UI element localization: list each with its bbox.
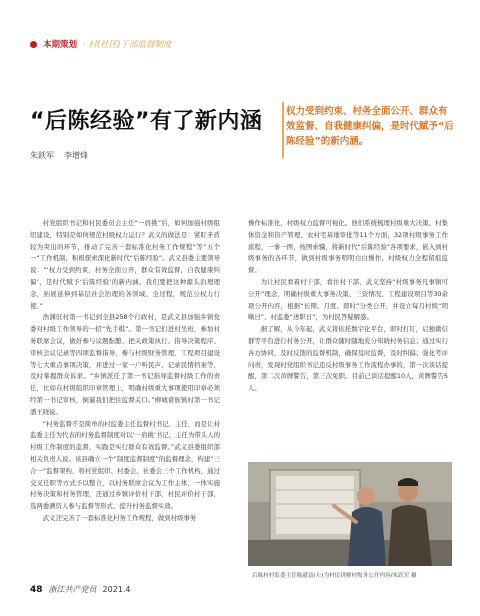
pullquote-rule [282,102,284,158]
issue-number: 2021.4 [102,585,131,594]
article-photo [248,462,452,566]
section-bullet-icon [30,41,37,48]
section-header [30,36,280,52]
body-column-right [248,218,448,395]
body-column-left [30,218,220,525]
body-paragraph: 武义还完善了一套标准化村务工作规程，做到村级事务 [42,513,197,522]
journal-name: 浙江共产党员 [48,585,97,594]
author-name: 李增烽 [64,151,88,160]
section-subtitle: · 村(社区)干部监督制度 [83,40,172,50]
body-paragraph: 据了解，从今年起，武义将依托数字化平台，即时打钉，启独微信群等平台进行村务公开，让群众随时随地充分知晓村务信息；通过实行各方协同，及时反馈的监督机制，确保及时监督，及时纠偏；强化考评问责，发现村党组织书记违反村级事务工作流程办事的，第一次谈话提醒，第二次黄牌警告，第三次免职。目前已谈话提醒10人，黄牌警告5人。 [248,325,448,393]
photo-caption: 后陈村村监委主任陈献富(左)为村民讲解村级务公开内容/朱跃军 摄 [252,573,417,579]
body-paragraph: 操作标准化，村级权力监督可视化。他们系统梳理村级重大决策、村集体资金和资产管理、农村宅基地审批等11个方面，32项村级事务工作流程，一事一图，按图索骥，将新时代“后陈经验”各项要求，嵌入到村级事务的各环节，做到村级事务明明白白操作，村级权力全程留痕监督。 [248,219,448,275]
body-paragraph: 村党组织书记和村民委员会主任“一肩挑”后，如何加强村级组织建设，特别是如何规范村级权力运行？武义的做法是：紧盯矛盾较为突出的环节，推动了完善一套标准化村务工作规程“等”五个一“工作机制，积极探索深化新时代“后陈经验”。武义县委主要领导说：“‘权力受到约束，村务全面公开，群众有效监督，自我健康纠偏’，是时代赋予‘后陈经验’的新内涵。我们要把这种源头治理理念，拓展延伸到基层社会治理的各领域、全过程，规范公权力行使。” [30,219,220,310]
byline [30,150,88,161]
page-number: 48 [30,585,43,595]
body-paragraph: “村务监督不是简单的村监委主任监督村书记、主任，而是让村监委主任为代表的村务监督制度对以‘一肩挑’书记、主任为带头人的村级工作制度的监督，实践是实行群众有效监督。”武义县委组织部相关负责人说。该县确立一个“制度监督制度”的监督理念，构建“三合一”监督架构，将村党组织、村委会、社委会三个工作机构，通过交叉任职等方式予以整合，以村务联席会议为工作主体，一体实施村务决策和村务管理，还通过乡镇评价村干部，村民评价村干部，选两委测资人参与监督等形式，提升村务监督实效。 [30,419,220,511]
article-title: “后陈经验”有了新内涵 [30,109,263,134]
photo-illustration [248,462,452,566]
author-name: 朱跃军 [30,151,54,160]
pullquote: 权力受到约束、村务全面公开、群众有效监督、自我健康纠偏，是时代赋予“后陈经验”的新内涵。 [286,106,454,147]
body-paragraph: 浩渊驻村第一书记到全县258个行政村，是武义县加强乡镇党委对村级工作领导的一招“先手棋”。第一书记们进村坐班，参加村务联席会议，做好参与议题酝酿、把关政策执行、指导决策程序、审核会议记录等四项监督指导，参与村级财务管理、工程项目建设等七大重点事项决策，并进过一家一户听民声、记录民情档案等，及时掌握群众诉求。“乡镇派任了第一书记指导监督村级工作的责任，比如在村级组织印章管理上，明确村级重大事项使用印章必须经第一书记审核，倒逼我们把住监督关口。”柳城畲族镇村第一书记潘王晓说。 [30,313,220,416]
body-paragraph: 为让村民看着村干部，看住村干部，武义坚持“村级事务凡事镇可公开”理念，明确村级重大事务决策、三资情况、工程建设项目等30余项公开内容，根据“长期、月度、即时”分类公开，并设立每月村级“明晰日”、村监委“述职日”，为村民答疑解惑。 [248,277,448,322]
page-footer [30,584,131,595]
section-label: 本期策划 [43,40,78,50]
